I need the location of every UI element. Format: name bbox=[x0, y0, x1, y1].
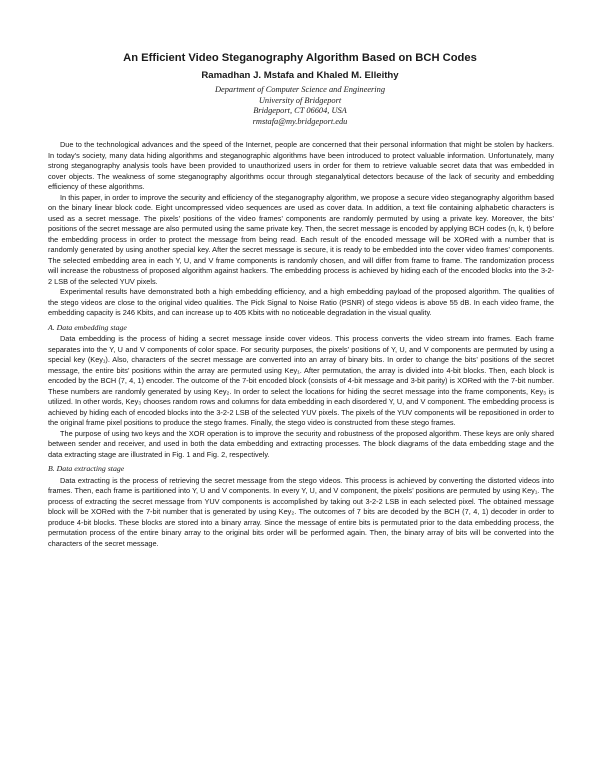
affiliation-email: rmstafa@my.bridgeport.edu bbox=[252, 116, 348, 126]
paragraph-results: Experimental results have demonstrated both a high embedding efficiency, and a high embedding payload of the proposed algorithm. The qualities of the stego videos are close to the original video qualities. The Pick Signal to Noise Ratio (PSNR) of stego videos is above 55 dB. In each video frame, the embedding capacity is 246 Kbits, and can increase up to 405 Kbits with no noticeable degradation in the visual quality. bbox=[48, 287, 554, 317]
paragraph-embedding-2: The purpose of using two keys and the XOR operation is to improve the security and robustness of the proposed algorithm. These keys are only shared between sender and receiver, and used in both the data embedding and extracting processes. The block diagrams of the data embedding stage and the data extracting stage are illustrated in Fig. 1 and Fig. 2, respectively. bbox=[48, 428, 554, 459]
paragraph-extracting: Data extracting is the process of retrieving the secret message from the stego videos. This process is achieved by converting the distorted videos into frames. Then, each frame is partitioned into Y, U and V components. In every Y, U, and V component, the pixels’ positions are permuted by using Key₁. The process of extracting the secret message from YUV components is accomplished by taking out 3-2-2 LSB in each selected pixel. The obtained message block will be XORed with the 7-bit number that is generated by using Key₂. The outcomes of 7 bits are decoded by the BCH (7, 4, 1) decoder in order to produce 4-bit blocks. These blocks are stored into a binary array. Since the message of entire bits is permutated prior to the data embedding process, the permutation process of the entire binary array to the original bits order will be performed again. Then, the binary array of bits will be converted into the characters of the secret message. bbox=[48, 475, 554, 548]
section-heading-extracting: B. Data extracting stage bbox=[48, 464, 125, 473]
affiliation-address: Bridgeport, CT 06604, USA bbox=[253, 106, 347, 116]
paper-authors: Ramadhan J. Mstafa and Khaled M. Elleithy bbox=[201, 70, 399, 81]
paper-title: An Efficient Video Steganography Algorithm Based on BCH Codes bbox=[123, 52, 477, 64]
paragraph-proposal: In this paper, in order to improve the security and efficiency of the steganography algorithm, we propose a secure video steganography algorithm based on the binary linear block code. Eight uncompressed video sequences are used as cover data. In addition, a text file containing alphabetic characters is used as a secret message. The pixels’ positions of the video frames’ components are randomly permuted by using a private key. Moreover, the bits’ positions of the secret message are also permuted using the same private key. Then, the secret message is encoded by applying BCH codes (n, k, t) before the embedding process in order to protect the message from being read. Each result of the encoded message will be XORed with a number that is randomly generated by using another special key. After the secret message is secure, it is ready to be embedded into the cover video frames’ components. The selected embedding area in each Y, U, and V frame components is randomly chosen, and will differ from frame to frame. The randomization process will increase the robustness of proposed algorithm against hackers. The embedding process is achieved by hiding each of the encoded blocks into the 3-2-2 LSB of the selected YUV pixels. bbox=[48, 192, 554, 286]
affiliation-university: University of Bridgeport bbox=[258, 95, 342, 105]
affiliation-block bbox=[0, 85, 600, 127]
affiliation-department: Department of Computer Science and Engineering bbox=[214, 85, 386, 94]
section-heading-embedding: A. Data embedding stage bbox=[48, 322, 127, 332]
paragraph-embedding-1: Data embedding is the process of hiding a secret message inside cover videos. This process converts the video stream into frames. Each frame separates into the Y, U and V components of color space. For security purposes, the pixels’ positions of Y, U, and V components are permuted by using a special key (Key₁). Also, characters of the secret message are converted into an array of binary bits. In order to change the bits’ positions of the secret message, the entire bits’ positions within the array are permuted using Key₁. After permutation, the array is divided into 4-bit blocks. Then, each block is encoded by the BCH (7, 4, 1) encoder. The outcome of the 7-bit encoded block (consists of 4-bit message and 3-bit parity) is XORed with the 7-bit number. These numbers are randomly generated by using Key₂. In order to select the locations for hiding the secret message into the frame components, Key₃ is utilized. In other words, Key₃ chooses random rows and columns for data embedding in each disordered Y, U, and V component. The embedding process is achieved by hiding each of encoded blocks into the 3-2-2 LSB of the selected YUV pixels. The pixels of the YUV components will be repositioned in order to the original frame pixel positions to produce the stego frames. Finally, the stego video is constructed from these stego frames. bbox=[48, 334, 554, 427]
paper-body bbox=[48, 140, 554, 549]
paragraph-intro: Due to the technological advances and the speed of the Internet, people are concerned that their personal information that might be stolen by hackers. In today’s society, many data hiding algorithms and steganographic algorithms have been introduced to protect valuable information. Unfortunately, many strong steganography analysis tools have been provided to unauthorized users in order for them to retrieve valuable secret data that was embedded in cover objects. The weakness of some steganography algorithms occur through steganalytical detectors because of the lack of security and embedding efficiency of these algorithms. bbox=[48, 140, 554, 191]
